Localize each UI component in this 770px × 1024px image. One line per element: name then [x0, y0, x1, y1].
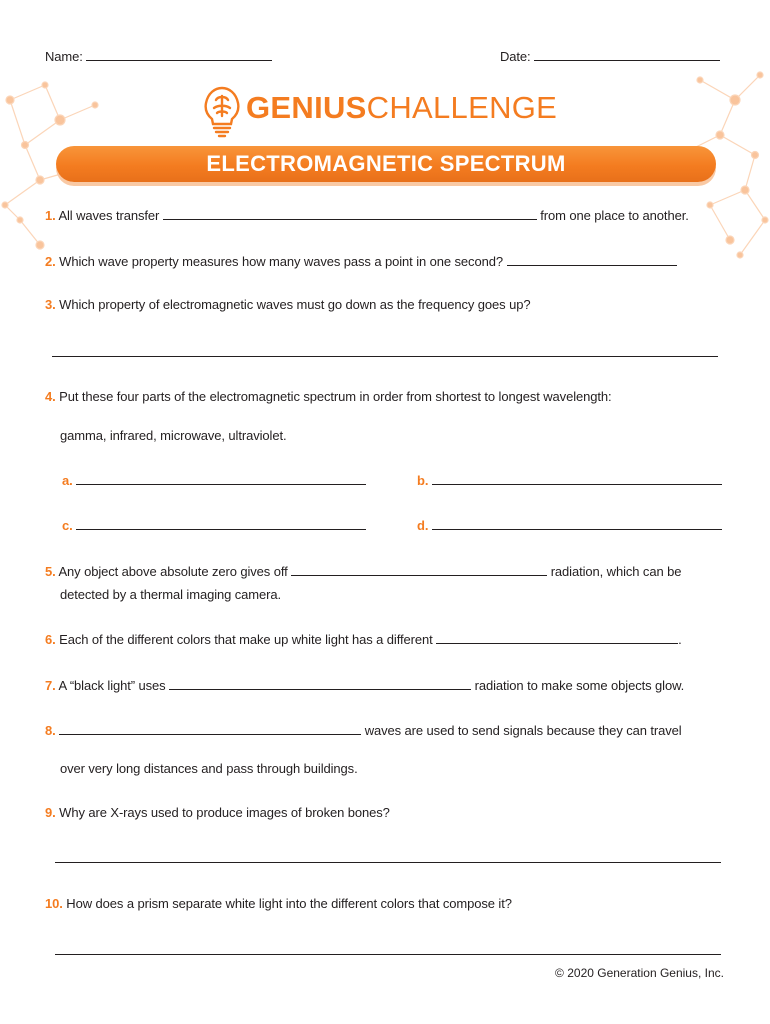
- q4-answer-a: [62, 472, 366, 488]
- q7-number: 7.: [45, 678, 56, 693]
- q4-answer-d: [417, 517, 722, 533]
- name-field: [45, 48, 272, 64]
- name-blank[interactable]: [86, 48, 272, 61]
- question-2: [45, 253, 677, 269]
- logo-bold: GENIUS: [246, 90, 367, 125]
- q4-number: 4.: [45, 389, 56, 404]
- q8-text-after: waves are used to send signals because they can travel: [364, 723, 682, 738]
- q8-line2: over very long distances and pass through buildings.: [60, 761, 358, 776]
- q4-a-label: a.: [62, 473, 73, 488]
- page-title: ELECTROMAGNETIC SPECTRUM: [206, 151, 566, 176]
- q4-answer-b: [417, 472, 722, 488]
- q5-line2: detected by a thermal imaging camera.: [60, 587, 282, 602]
- q4-list: gamma, infrared, microwave, ultraviolet.: [60, 428, 287, 443]
- question-10: [45, 896, 512, 911]
- q3-answer-line[interactable]: [52, 356, 718, 357]
- q5-text-after: radiation, which can be: [550, 564, 682, 579]
- q4-b-blank[interactable]: [432, 472, 722, 485]
- q4-b-label: b.: [417, 473, 429, 488]
- question-4: [45, 389, 612, 404]
- question-3: [45, 297, 530, 312]
- q1-text-before: All waves transfer: [58, 208, 160, 223]
- q4-c-blank[interactable]: [76, 517, 366, 530]
- logo-light: CHALLENGE: [366, 90, 558, 125]
- q7-text-before: A “black light” uses: [58, 678, 166, 693]
- q2-blank[interactable]: [507, 253, 677, 266]
- q8-blank[interactable]: [59, 722, 361, 735]
- copyright-footer: © 2020 Generation Genius, Inc.: [555, 966, 724, 980]
- question-6: [45, 631, 682, 647]
- q9-text: Why are X-rays used to produce images of broken bones?: [59, 805, 390, 820]
- question-7: [45, 677, 684, 693]
- q6-text-after: .: [678, 632, 682, 647]
- q10-text: How does a prism separate white light into the different colors that compose it?: [66, 896, 512, 911]
- date-field: [500, 48, 720, 64]
- q2-text: Which wave property measures how many waves pass a point in one second?: [59, 254, 503, 269]
- q6-blank[interactable]: [436, 631, 678, 644]
- q5-text-before: Any object above absolute zero gives off: [58, 564, 288, 579]
- date-blank[interactable]: [534, 48, 720, 61]
- q5-number: 5.: [45, 564, 56, 579]
- q10-number: 10.: [45, 896, 63, 911]
- name-label: Name:: [45, 49, 83, 64]
- question-9: [45, 805, 390, 820]
- q4-a-blank[interactable]: [76, 472, 366, 485]
- q1-number: 1.: [45, 208, 56, 223]
- q3-text: Which property of electromagnetic waves must go down as the frequency goes up?: [59, 297, 531, 312]
- q7-text-after: radiation to make some objects glow.: [474, 678, 685, 693]
- q9-number: 9.: [45, 805, 56, 820]
- question-5: [45, 563, 681, 579]
- q5-blank[interactable]: [291, 563, 547, 576]
- q4-text: Put these four parts of the electromagnetic spectrum in order from shortest to longest wavelength:: [59, 389, 612, 404]
- q3-number: 3.: [45, 297, 56, 312]
- logo-wordmark: [246, 90, 557, 126]
- q4-c-label: c.: [62, 518, 73, 533]
- q9-answer-line[interactable]: [55, 862, 721, 863]
- q8-number: 8.: [45, 723, 56, 738]
- q4-answer-c: [62, 517, 366, 533]
- title-banner: [56, 146, 716, 182]
- q6-number: 6.: [45, 632, 56, 647]
- question-1: [45, 207, 689, 223]
- q7-blank[interactable]: [169, 677, 471, 690]
- lightbulb-brain-icon: [204, 86, 240, 138]
- q2-number: 2.: [45, 254, 56, 269]
- date-label: Date:: [500, 49, 531, 64]
- q1-blank[interactable]: [163, 207, 537, 220]
- q4-d-label: d.: [417, 518, 429, 533]
- q6-text-before: Each of the different colors that make up white light has a different: [59, 632, 433, 647]
- q1-text-after: from one place to another.: [540, 208, 689, 223]
- q4-d-blank[interactable]: [432, 517, 722, 530]
- q10-answer-line[interactable]: [55, 954, 721, 955]
- question-8: [45, 722, 682, 738]
